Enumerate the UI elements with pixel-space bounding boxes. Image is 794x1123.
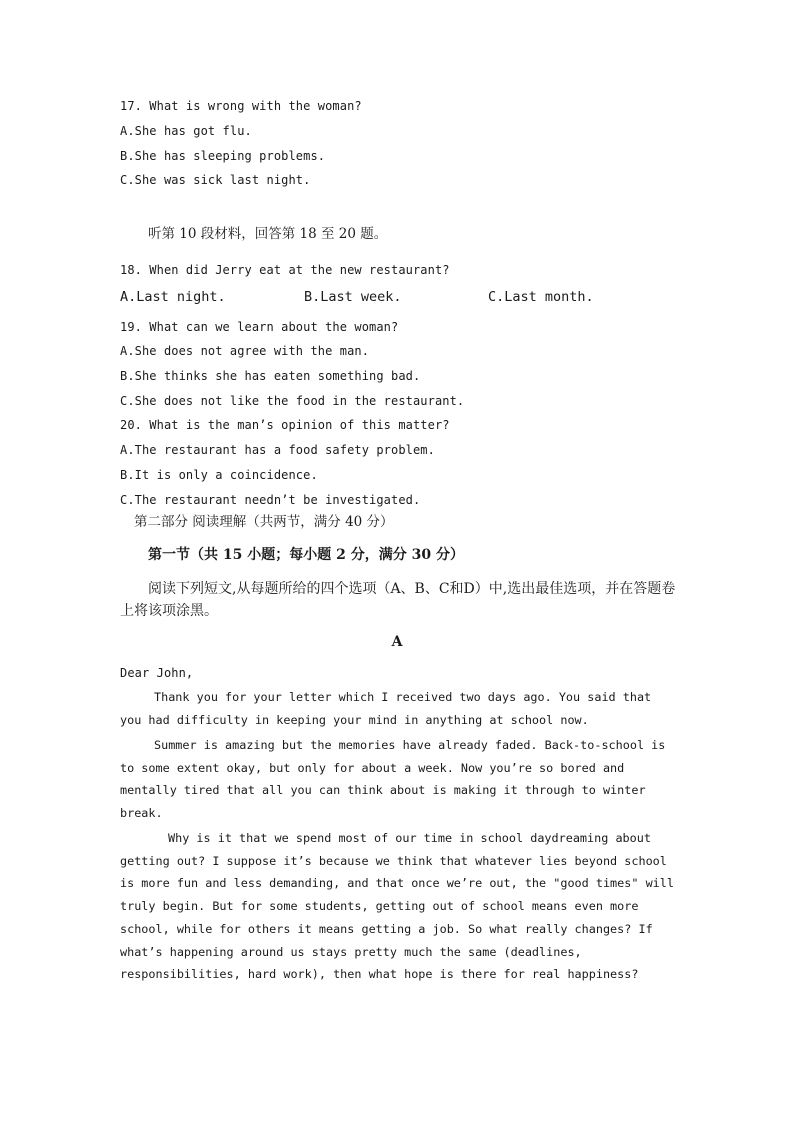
q17-option-b: B.She has sleeping problems. — [120, 149, 326, 163]
q20-option-a: A.The restaurant has a food safety problem. — [120, 443, 435, 457]
q17-option-c: C.She was sick last night. — [120, 173, 311, 187]
letter-salutation: Dear John, — [120, 666, 194, 680]
q18-option-a: A.Last night. — [120, 289, 226, 305]
q17-option-a: A.She has got flu. — [120, 124, 252, 138]
letter-paragraph-1: Thank you for your letter which I received two days ago. You said that you had difficulty in keeping your mind in anything at school now. — [120, 690, 652, 727]
section-10-instruction: 听第 10 段材料，回答第 18 至 20 题。 — [148, 226, 388, 242]
section-one-title: 第一节（共 15 小题；每小题 2 分，满分 30 分） — [148, 547, 464, 563]
q19-option-c: C.She does not like the food in the restaurant. — [120, 394, 465, 408]
q20-option-b: B.It is only a coincidence. — [120, 468, 318, 482]
question-19: 19. What can we learn about the woman? — [120, 320, 399, 334]
q19-option-a: A.She does not agree with the man. — [120, 344, 370, 358]
question-17: 17. What is wrong with the woman? — [120, 99, 362, 113]
reading-instructions: 阅读下列短文,从每题所给的四个选项（A、B、C和D）中,选出最佳选项，并在答题卷上将该项涂黑。 — [120, 581, 676, 619]
q19-option-b: B.She thinks she has eaten something bad. — [120, 369, 421, 383]
passage-label: A — [391, 634, 403, 650]
letter-paragraph-2: Summer is amazing but the memories have already faded. Back-to-school is to some extent okay, but only for about a week. Now you’re so bored and mentally tired that all you can think about is making it through to winter break. — [120, 738, 666, 821]
q18-option-c: C.Last month. — [488, 289, 594, 305]
part-two-title: 第二部分 阅读理解（共两节，满分 40 分） — [134, 514, 394, 530]
question-20: 20. What is the man’s opinion of this matter? — [120, 418, 450, 432]
letter-paragraph-3: Why is it that we spend most of our time in school daydreaming about getting out? I suppose it’s because we think that whatever lies beyond school is more fun and less demanding, and that once we’re out, the "good times" will truly begin. But for some students, getting out of school means even more school, while for others it means getting a job. So what really changes? If what’s happening around us stays pretty much the same (deadlines, responsibilities, hard work), then what hope is there for real happiness? — [120, 831, 674, 982]
q20-option-c: C.The restaurant needn’t be investigated. — [120, 493, 421, 507]
question-18: 18. When did Jerry eat at the new restaurant? — [120, 263, 450, 277]
q18-option-b: B.Last week. — [304, 289, 402, 305]
